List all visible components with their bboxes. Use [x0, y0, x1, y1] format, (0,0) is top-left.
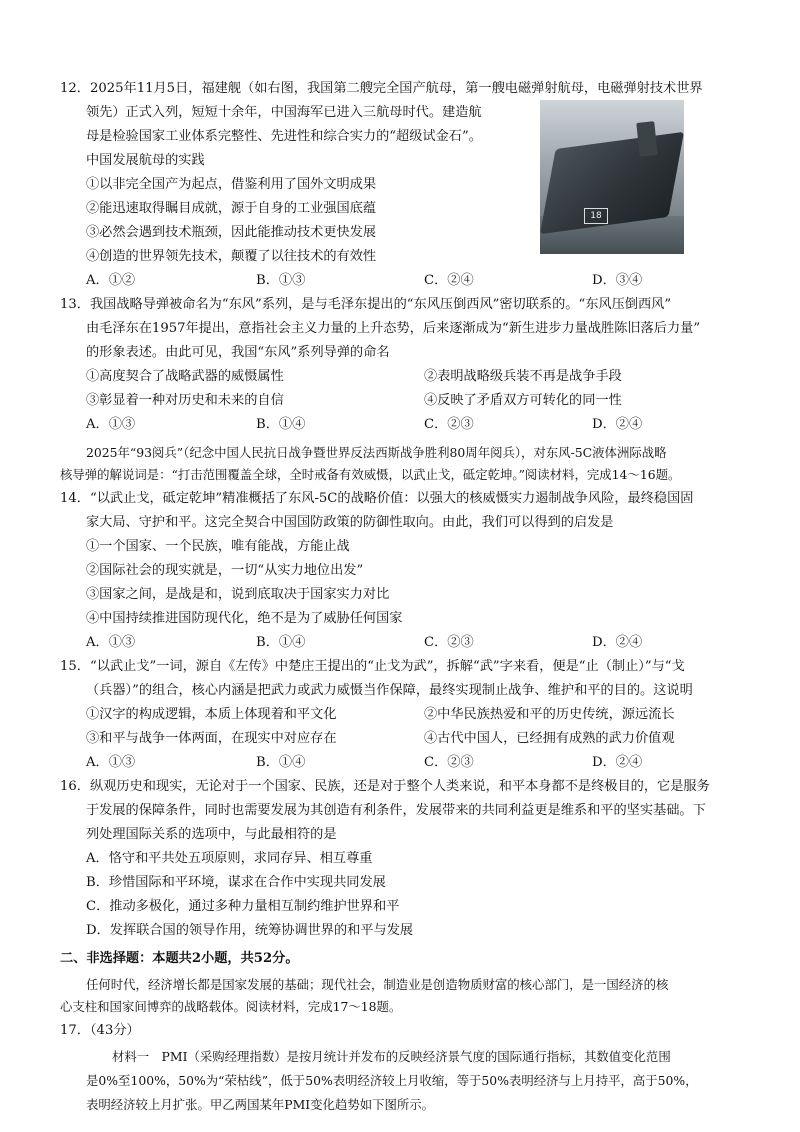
intro14-line-2: 核导弹的解说词是：“打击范围覆盖全球，全时戒备有效威慑，以武止戈，砥定乾坤。”阅读材料，完成14～16题。: [60, 467, 681, 482]
aircraft-carrier-photo: [540, 100, 684, 254]
q15-option-1: ①汉字的构成逻辑，本质上体现着和平文化: [86, 707, 337, 722]
q12-option-3: ③必然会遇到技术瓶颈，因此能推动技术更快发展: [86, 225, 377, 240]
q14-option-1: ①一个国家、一个民族，唯有能战，方能止战: [86, 539, 350, 554]
q12-option-2: ②能迅速取得瞩目成就，源于自身的工业强国底蕴: [86, 201, 377, 216]
section2-intro-line-1: 任何时代，经济增长都是国家发展的基础；现代社会，制造业是创造物质财富的核心部门，是一国经济的核: [86, 977, 669, 992]
q12-choice-d: D．③④: [592, 273, 643, 288]
q14-option-3: ③国家之间，是战是和，说到底取决于国家实力对比: [86, 587, 390, 602]
q15-option-4: ④古代中国人，已经拥有成熟的武力价值观: [424, 731, 675, 746]
q13-choice-b: B．①④: [256, 417, 306, 432]
q12-option-1: ①以非完全国产为起点，借鉴利用了国外文明成果: [86, 177, 377, 192]
q13-choice-c: C．②③: [424, 417, 474, 432]
q14-line-2: 家大局、守护和平。这完全契合中国国防政策的防御性取向。由此，我们可以得到的启发是: [86, 515, 614, 530]
q15-option-3: ③和平与战争一体两面，在现实中对应存在: [86, 731, 337, 746]
q15-line-2: （兵器）”的组合，核心内涵是把武力或武力威慑当作保障，最终实现制止战争、维护和平的目的。这说明: [86, 683, 693, 698]
q16-line-2: 于发展的保障条件，同时也需要发展为其创造有利条件，发展带来的共同利益更是维系和平的坚实基础。下: [86, 803, 706, 818]
q12-line-4: 中国发展航母的实践: [86, 153, 205, 168]
q13-line-2: 由毛泽东在1957年提出，意指社会主义力量的上升态势，后来逐渐成为“新生进步力量战胜陈旧落后力量”: [86, 321, 701, 336]
q14-choice-b: B．①④: [256, 635, 306, 650]
q12-choice-a: A．①②: [86, 273, 136, 288]
q12-option-4: ④创造的世界领先技术，颠覆了以往技术的有效性: [86, 249, 377, 264]
q12-line-2: 领先）正式入列，短短十余年，中国海军已进入三航母时代。建造航: [86, 105, 482, 120]
q13-line-3: 的形象表述。由此可见，我国“东风”系列导弹的命名: [86, 345, 390, 360]
q15-choice-c: C．②③: [424, 755, 474, 770]
q14-choice-d: D．②④: [592, 635, 643, 650]
q13-option-4: ④反映了矛盾双方可转化的同一性: [424, 393, 622, 408]
q17-heading: 17．（43分）: [60, 1023, 140, 1038]
q13-choice-a: A．①③: [86, 417, 136, 432]
q15-line-1: 15．“以武止戈”一词，源自《左传》中楚庄王提出的“止戈为武”，拆解“武”字来看，便是“止（制止）”与“戈: [60, 659, 685, 674]
section2-intro-line-2: 心支柱和国家间博弈的战略载体。阅读材料，完成17～18题。: [60, 999, 402, 1014]
q13-option-3: ③彰显着一种对历史和未来的自信: [86, 393, 284, 408]
q16-line-3: 列处理国际关系的选项中，与此最相符的是: [86, 827, 337, 842]
carrier-island-shape: [636, 121, 657, 157]
q14-option-4: ④中国持续推进国防现代化，绝不是为了威胁任何国家: [86, 611, 403, 626]
q17-material-line-2: 是0%至100%，50%为“荣枯线”，低于50%表明经济较上月收缩，等于50%表明经济与上月持平，高于50%，: [86, 1073, 698, 1088]
q17-material-line-3: 表明经济较上月扩张。甲乙两国某年PMI变化趋势如下图所示。: [86, 1097, 435, 1112]
q14-choice-a: A．①③: [86, 635, 136, 650]
q14-line-1: 14．“以武止戈，砥定乾坤”精准概括了东风-5C的战略价值：以强大的核威慑实力遏制战争风险，最终稳国固: [60, 491, 694, 506]
q12-choice-c: C．②④: [424, 273, 474, 288]
q15-choice-a: A．①③: [86, 755, 136, 770]
hull-number: 18: [584, 208, 608, 224]
q16-line-1: 16．纵观历史和现实，无论对于一个国家、民族，还是对于整个人类来说，和平本身都不是终极目的，它是服务: [60, 779, 710, 794]
q15-option-2: ②中华民族热爱和平的历史传统，源远流长: [424, 707, 675, 722]
q15-choice-d: D．②④: [592, 755, 643, 770]
q16-choice-b: B．珍惜国际和平环境，谋求在合作中实现共同发展: [86, 875, 386, 890]
q12-line-1: 12．2025年11月5日，福建舰（如右图，我国第二艘完全国产航母，第一艘电磁弹射航母，电磁弹射技术世界: [60, 81, 703, 96]
q12-choice-b: B．①③: [256, 273, 306, 288]
q16-choice-a: A．恪守和平共处五项原则，求同存异、相互尊重: [86, 851, 373, 866]
q15-choice-b: B．①④: [256, 755, 306, 770]
q14-option-2: ②国际社会的现实就是，一切“从实力地位出发”: [86, 563, 364, 578]
q16-choice-d: D．发挥联合国的领导作用，统筹协调世界的和平与发展: [86, 923, 414, 938]
q16-choice-c: C．推动多极化，通过多种力量相互制约维护世界和平: [86, 899, 400, 914]
q14-choice-c: C．②③: [424, 635, 474, 650]
q12-line-3: 母是检验国家工业体系完整性、先进性和综合实力的“超级试金石”。: [86, 129, 482, 144]
section2-title: 二、非选择题：本题共2小题，共52分。: [60, 951, 299, 966]
q13-choice-d: D．②④: [592, 417, 643, 432]
intro14-line-1: 2025年“93阅兵”（纪念中国人民抗日战争暨世界反法西斯战争胜利80周年阅兵），对东风-5C液体洲际战略: [86, 445, 667, 460]
q13-option-1: ①高度契合了战略武器的威慑属性: [86, 369, 284, 384]
q13-option-2: ②表明战略级兵装不再是战争手段: [424, 369, 622, 384]
q17-material-line-1: 材料一 PMI（采购经理指数）是按月统计并发布的反映经济景气度的国际通行指标，其数值变化范围: [112, 1049, 671, 1064]
q13-line-1: 13．我国战略导弹被命名为“东风”系列，是与毛泽东提出的“东风压倒西风”密切联系的。“东风压倒西风”: [60, 297, 672, 312]
